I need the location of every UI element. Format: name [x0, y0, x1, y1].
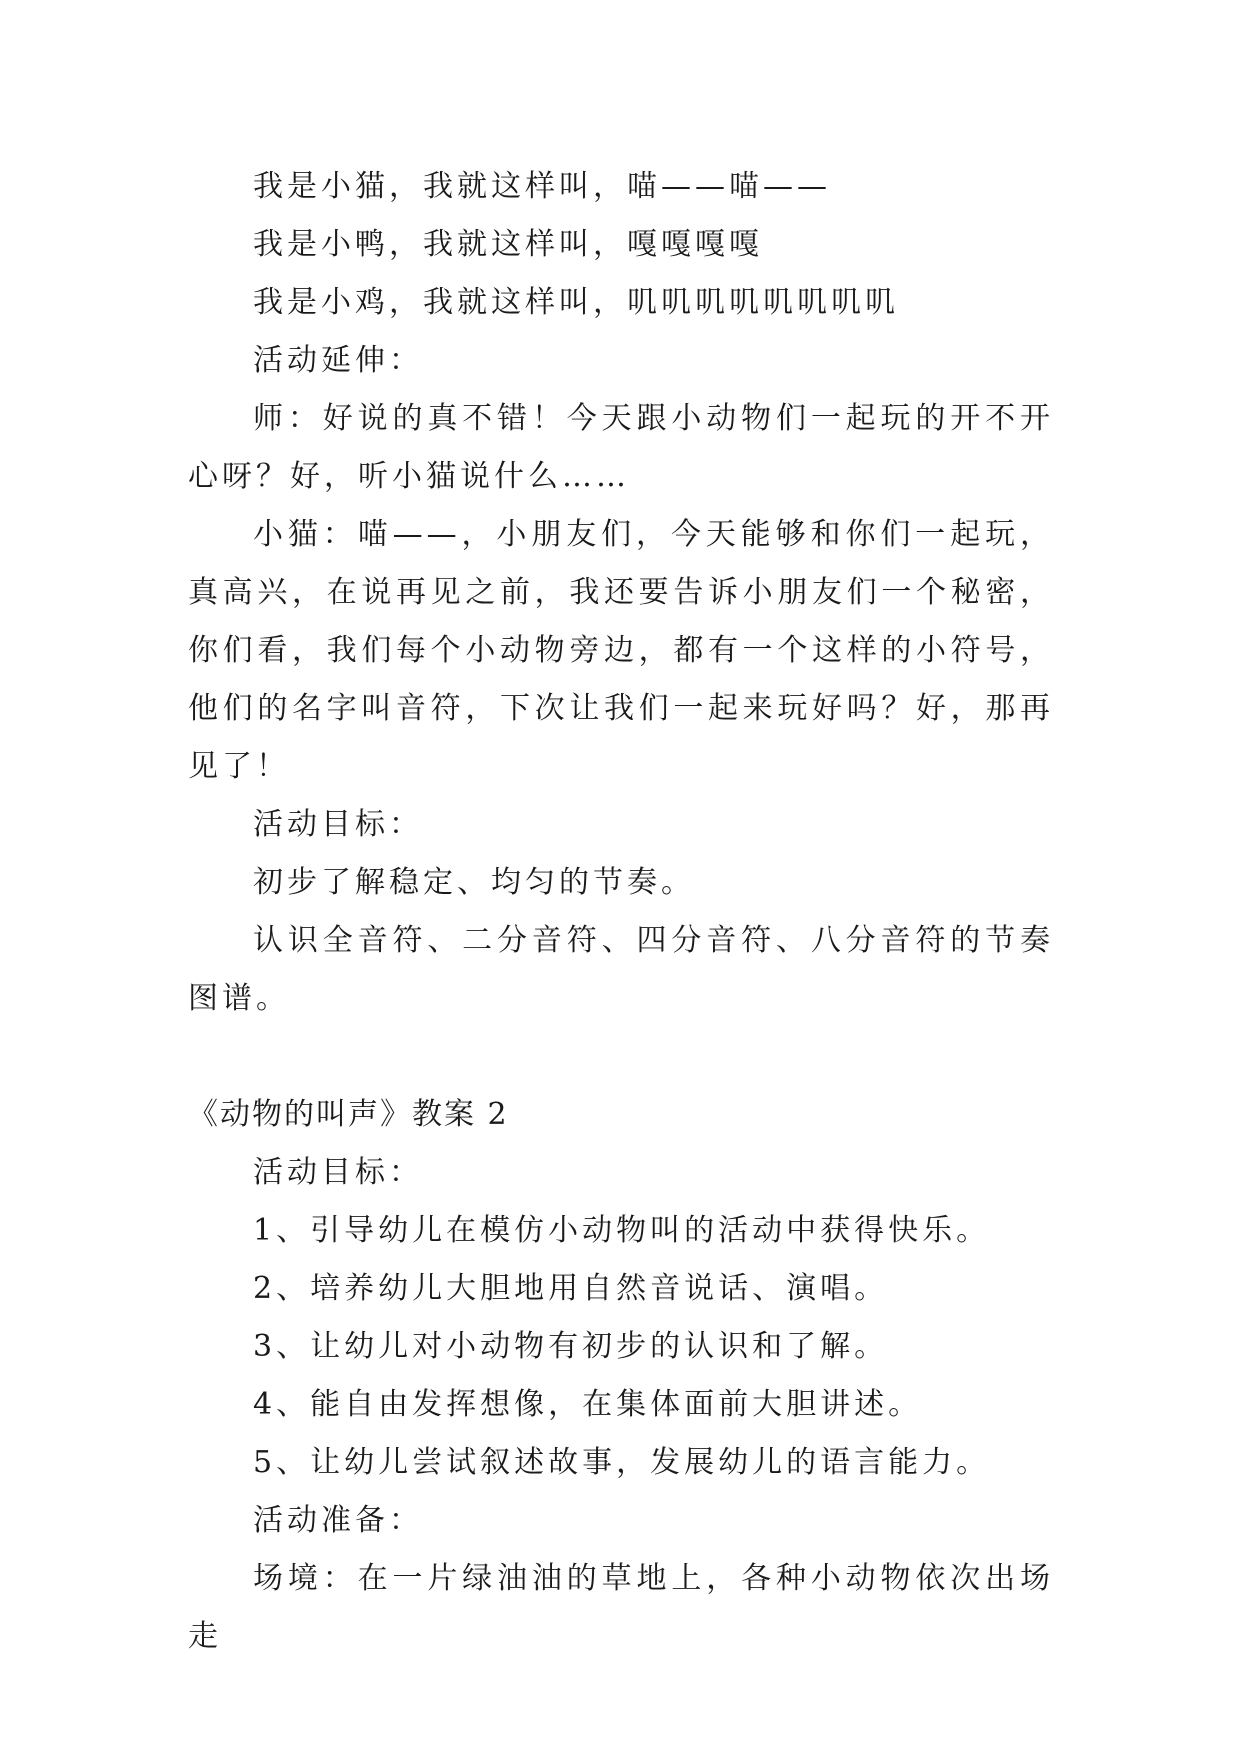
paragraph: 活动准备：	[253, 1503, 423, 1538]
paragraph: 认识全音符、二分音符、四分音符、八分音符的节奏图谱。	[188, 923, 1054, 1016]
paragraph: 我是小鸡，我就这样叫，叽叽叽叽叽叽叽叽	[253, 285, 899, 320]
section-spacer	[188, 1028, 1054, 1086]
paragraph: 我是小鸭，我就这样叫，嘎嘎嘎嘎	[253, 227, 763, 262]
paragraph: 师：好说的真不错！今天跟小动物们一起玩的开不开心呀？好，听小猫说什么……	[188, 401, 1054, 494]
paragraph: 场境：在一片绿油油的草地上，各种小动物依次出场走	[188, 1561, 1054, 1654]
paragraph: 活动目标：	[253, 1155, 423, 1190]
paragraph: 初步了解稳定、均匀的节奏。	[253, 865, 695, 900]
document-page	[188, 158, 1054, 1666]
paragraph: 5、让幼儿尝试叙述故事，发展幼儿的语言能力。	[253, 1445, 991, 1480]
paragraph: 小猫：喵——，小朋友们，今天能够和你们一起玩，真高兴，在说再见之前，我还要告诉小朋友们一个秘密，你们看，我们每个小动物旁边，都有一个这样的小符号，他们的名字叫音符，下次让我们一起来玩好吗？好，那再见了！	[188, 517, 1054, 784]
paragraph: 3、让幼儿对小动物有初步的认识和了解。	[253, 1329, 889, 1364]
section-title: 《动物的叫声》教案 2	[188, 1097, 509, 1132]
paragraph: 4、能自由发挥想像，在集体面前大胆讲述。	[253, 1387, 923, 1422]
paragraph: 2、培养幼儿大胆地用自然音说话、演唱。	[253, 1271, 889, 1306]
paragraph: 我是小猫，我就这样叫，喵——喵——	[253, 169, 831, 204]
paragraph: 1、引导幼儿在模仿小动物叫的活动中获得快乐。	[253, 1213, 991, 1248]
paragraph: 活动延伸：	[253, 343, 423, 378]
paragraph: 活动目标：	[253, 807, 423, 842]
